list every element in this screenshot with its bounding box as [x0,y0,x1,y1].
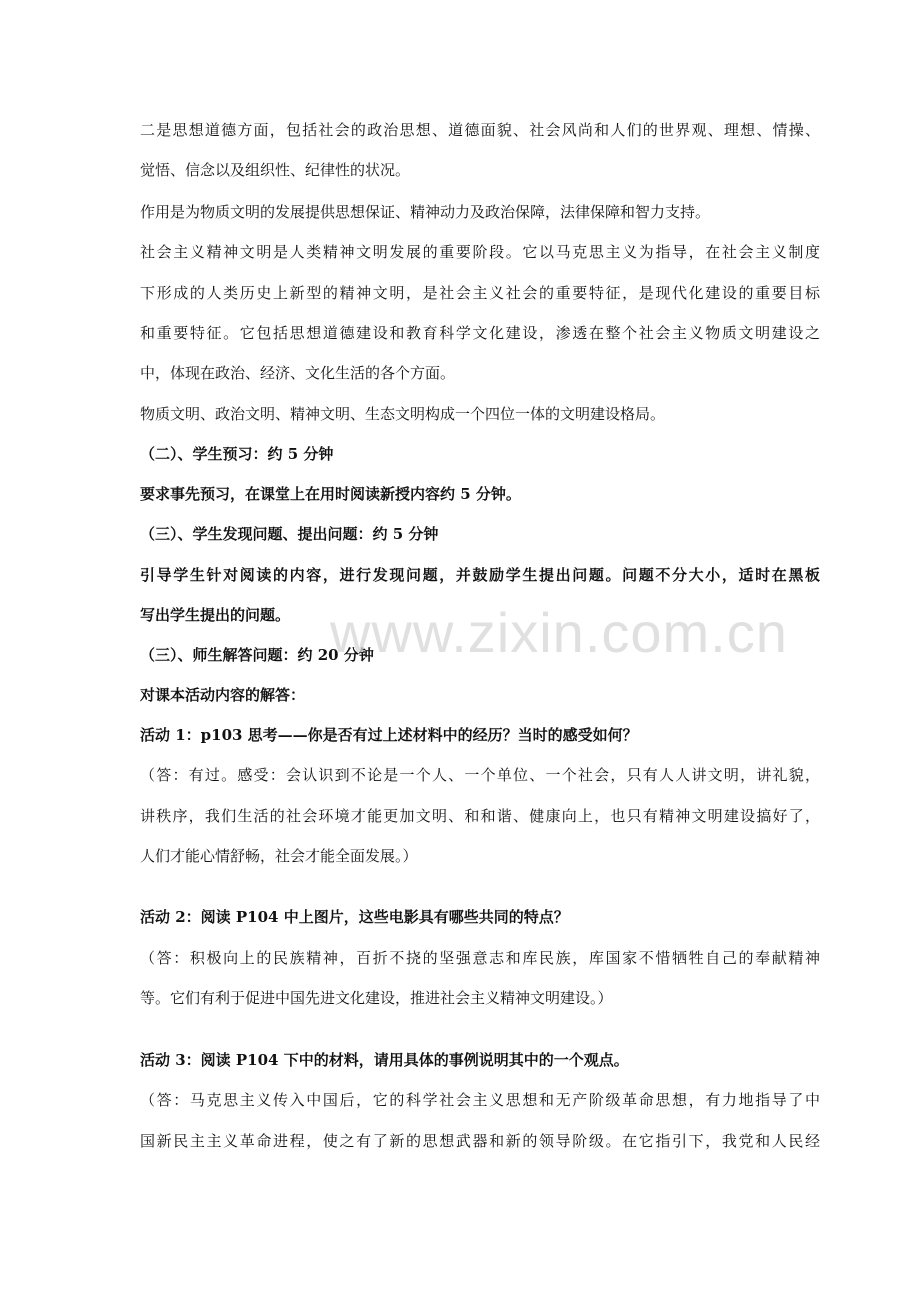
text-line: 下形成的人类历史上新型的精神文明，是社会主义社会的重要特征，是现代化建设的重要目标 [140,284,820,302]
answer-line: 国新民主主义革命进程，使之有了新的思想武器和新的领导阶级。在它指引下，我党和人民经 [140,1132,820,1150]
answer-line: 讲秩序，我们生活的社会环境才能更加文明、和和谐、健康向上，也只有精神文明建设搞好了， [140,807,820,825]
answer-line: （答：积极向上的民族精神，百折不挠的坚强意志和库民族，库国家不惜牺牲自己的奉献精神 [140,949,820,967]
text-line: 作用是为物质文明的发展提供思想保证、精神动力及政治保障，法律保障和智力支持。 [140,203,711,221]
section-heading: （三）、学生发现问题、提出问题：约 5 分钟 [140,525,439,543]
activity-heading: 活动 3：阅读 P104 下中的材料，请用具体的事例说明其中的一个观点。 [140,1051,629,1069]
text-line: 二是思想道德方面，包括社会的政治思想、道德面貌、社会风尚和人们的世界观、理想、情操、 [140,121,820,139]
section-heading: （二）、学生预习：约 5 分钟 [140,445,334,463]
text-line: 写出学生提出的问题。 [140,606,291,624]
activity-heading: 活动 2：阅读 P104 中上图片，这些电影具有哪些共同的特点？ [140,908,569,926]
answer-line: （答：马克思主义传入中国后，它的科学社会主义思想和无产阶级革命思想，有力地指导了中 [140,1091,820,1109]
text-line: 引导学生针对阅读的内容，进行发现问题，并鼓励学生提出问题。问题不分大小，适时在黑板 [140,566,820,584]
text-line: 要求事先预习，在课堂上在用时阅读新授内容约 5 分钟。 [140,485,521,503]
text-line: 觉悟、信念以及组织性、纪律性的状况。 [140,161,411,179]
text-line: 物质文明、政治文明、精神文明、生态文明构成一个四位一体的文明建设格局。 [140,405,666,423]
watermark: www.zixin.com.cn [330,601,788,664]
text-line: 和重要特征。它包括思想道德建设和教育科学文化建设，渗透在整个社会主义物质文明建设之 [140,324,820,342]
text-line: 社会主义精神文明是人类精神文明发展的重要阶段。它以马克思主义为指导，在社会主义制度 [140,243,820,261]
answer-line: 人们才能心情舒畅，社会才能全面发展。） [140,847,418,865]
section-heading: （三）、师生解答问题：约 20 分钟 [140,646,374,664]
text-line: 中，体现在政治、经济、文化生活的各个方面。 [140,364,456,382]
answer-line: （答：有过。感受：会认识到不论是一个人、一个单位、一个社会，只有人人讲文明，讲礼貌， [140,766,820,784]
text-line: 对课本活动内容的解答： [140,686,306,704]
answer-line: 等。它们有利于促进中国先进文化建设，推进社会主义精神文明建设。） [140,989,613,1007]
activity-heading: 活动 1：p103 思考——你是否有过上述材料中的经历？当时的感受如何？ [140,726,638,744]
